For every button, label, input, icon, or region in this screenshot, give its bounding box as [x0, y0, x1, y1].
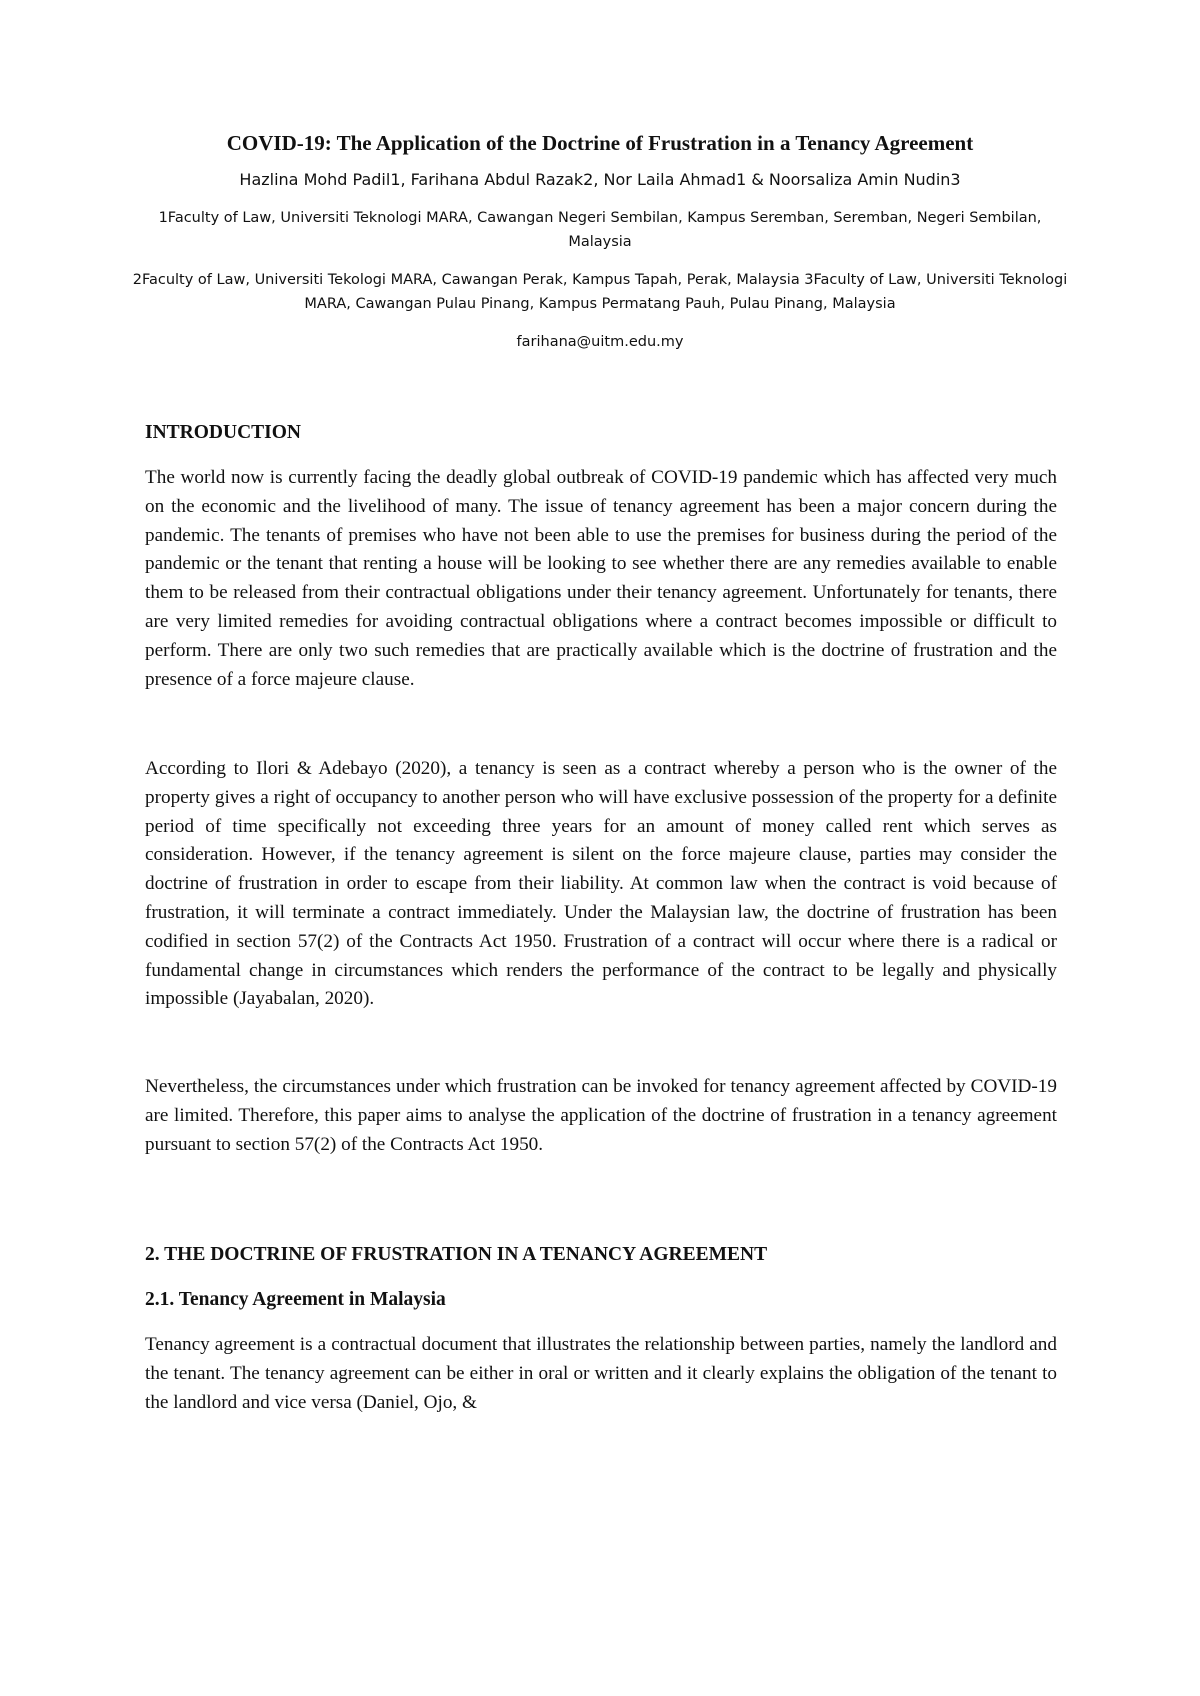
introduction-heading: INTRODUCTION — [145, 422, 302, 443]
author-list: Hazlina Mohd Padil1, Farihana Abdul Razak2, Nor Laila Ahmad1 & Noorsaliza Amin Nudin3 — [239, 170, 961, 189]
section-2-1-paragraph-1: Tenancy agreement is a contractual document that illustrates the relationship between parties, namely the landlord and the tenant. The tenancy agreement can be either in oral or written and it clearly explains the obligation of the tenant to the landlord and vice versa (Daniel, Ojo, & — [145, 1334, 1057, 1413]
contact-email: farihana@uitm.edu.my — [516, 334, 684, 350]
affiliation-1: 1Faculty of Law, Universiti Teknologi MARA, Cawangan Negeri Sembilan, Kampus Seremban, Seremban, Negeri Sembilan, Malaysia — [158, 210, 1042, 250]
affiliation-2: 2Faculty of Law, Universiti Tekologi MARA, Cawangan Perak, Kampus Tapah, Perak, Malaysia 3Faculty of Law, Universiti Teknologi MARA, Cawangan Pulau Pinang, Kampus Permatang Pauh, Pulau Pinang, Malaysia — [132, 272, 1068, 312]
introduction-paragraph-3: Nevertheless, the circumstances under which frustration can be invoked for tenancy agreement affected by COVID-19 are limited. Therefore, this paper aims to analyse the application of the doctrine of frustration in a tenancy agreement pursuant to section 57(2) of the Contracts Act 1950. — [145, 1076, 1057, 1155]
section-2-heading: 2. THE DOCTRINE OF FRUSTRATION IN A TENANCY AGREEMENT — [145, 1244, 768, 1265]
introduction-paragraph-2: According to Ilori & Adebayo (2020), a tenancy is seen as a contract whereby a person who is the owner of the property gives a right of occupancy to another person who will have exclusive possession of the property for a definite period of time specifically not exceeding three years for an amount of money called rent which serves as consideration. However, if the tenancy agreement is silent on the force majeure clause, parties may consider the doctrine of frustration in order to escape from their liability. At common law when the contract is void because of frustration, it will terminate a contract immediately. Under the Malaysian law, the doctrine of frustration has been codified in section 57(2) of the Contracts Act 1950. Frustration of a contract will occur where there is a radical or fundamental change in circumstances which renders the performance of the contract to be legally and physically impossible (Jayabalan, 2020). — [145, 758, 1057, 1010]
paper-header — [130, 128, 1070, 354]
introduction-paragraph-1: The world now is currently facing the deadly global outbreak of COVID-19 pandemic which has affected very much on the economic and the livelihood of many. The issue of tenancy agreement has been a major concern during the pandemic. The tenants of premises who have not been able to use the premises for business during the period of the pandemic or the tenant that renting a house will be looking to see whether there are any remedies available to enable them to be released from their contractual obligations under their tenancy agreement. Unfortunately for tenants, there are very limited remedies for avoiding contractual obligations where a contract becomes impossible or difficult to perform. There are only two such remedies that are practically available which is the doctrine of frustration and the presence of a force majeure clause. — [145, 467, 1057, 690]
section-2-1-subheading: 2.1. Tenancy Agreement in Malaysia — [145, 1289, 446, 1310]
paper-title: COVID-19: The Application of the Doctrine of Frustration in a Tenancy Agreement — [226, 131, 974, 155]
